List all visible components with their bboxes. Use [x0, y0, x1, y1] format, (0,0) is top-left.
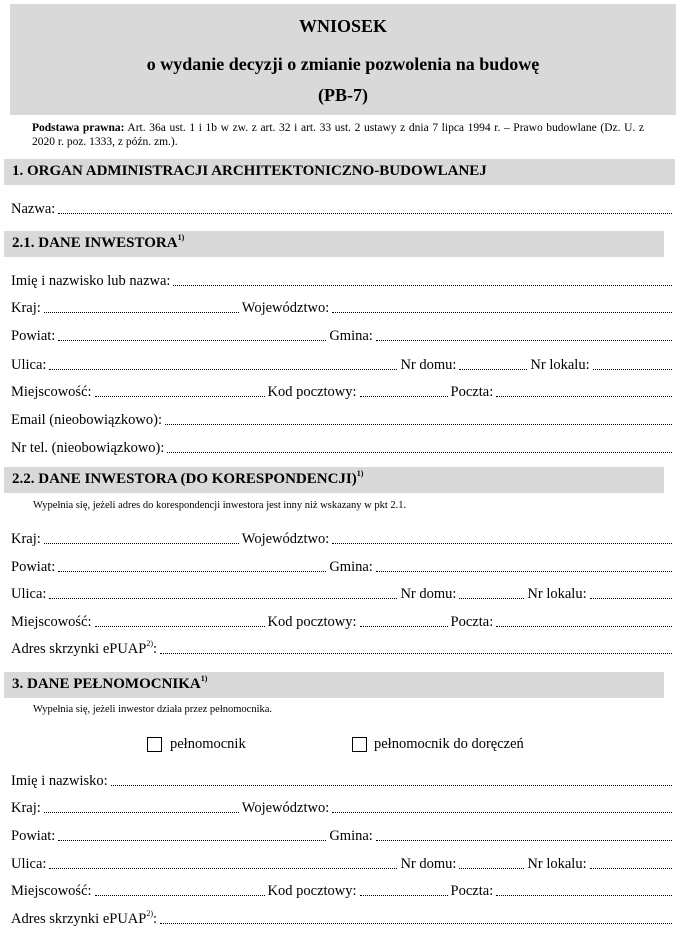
poczta-input[interactable]: [496, 895, 672, 896]
ulica-input[interactable]: [49, 598, 397, 599]
field-epuap: Adres skrzynki ePUAP$^{2)}$:: [11, 638, 672, 658]
kod-pocztowy-input[interactable]: [360, 396, 448, 397]
gmina-input[interactable]: [376, 340, 672, 341]
field-imie: Imię i nazwisko:: [11, 770, 672, 790]
poczta-input[interactable]: [496, 396, 672, 397]
field-epuap: Adres skrzynki ePUAP$^{2)}$:: [11, 908, 672, 928]
wojewodztwo-input[interactable]: [332, 543, 672, 544]
section-investor-correspondence: 2.2. DANE INWESTORA (DO KORESPONDENCJI)$^{1)}$: [4, 467, 664, 493]
nr-lokalu-input[interactable]: [590, 868, 672, 869]
form-title-band: [10, 4, 676, 115]
ulica-input[interactable]: [49, 369, 397, 370]
kraj-input[interactable]: [44, 543, 239, 544]
nr-domu-input[interactable]: [459, 868, 524, 869]
nr-domu-input[interactable]: [459, 369, 527, 370]
kod-pocztowy-input[interactable]: [360, 895, 448, 896]
field-email: Email (nieobowiązkowo):: [11, 409, 672, 429]
field-kraj-woj: Kraj: Województwo:: [11, 528, 672, 548]
field-ulica: Ulica: Nr domu: Nr lokalu:: [11, 354, 672, 374]
field-miejscowosc: Miejscowość: Kod pocztowy: Poczta:: [11, 880, 672, 900]
wojewodztwo-input[interactable]: [332, 812, 672, 813]
field-kraj-woj: Kraj: Województwo:: [11, 797, 672, 817]
section-title: 1. ORGAN ADMINISTRACJI ARCHITEKTONICZNO-BUDOWLANEJ: [12, 163, 487, 179]
legal-basis-text: Art. 36a ust. 1 i 1b w zw. z art. 32 i art. 33 ust. 2 ustawy z dnia 7 lipca 1994 r. – Prawo budowlane (Dz. U. z 2020 r. poz. 1333, z późn. zm.).: [32, 122, 645, 148]
field-miejscowosc: Miejscowość: Kod pocztowy: Poczta:: [11, 381, 672, 401]
imie-input[interactable]: [111, 785, 672, 786]
kraj-input[interactable]: [44, 312, 239, 313]
section-note: Wypełnia się, jeżeli inwestor działa przez pełnomocnika.: [33, 704, 273, 715]
gmina-input[interactable]: [376, 840, 672, 841]
epuap-input[interactable]: [160, 653, 672, 654]
field-ulica: Ulica: Nr domu: Nr lokalu:: [11, 853, 672, 873]
field-nazwa: Nazwa:: [11, 198, 672, 218]
legal-basis: [32, 121, 644, 149]
field-powiat-gmina: Powiat: Gmina:: [11, 556, 672, 576]
field-powiat-gmina: Powiat: Gmina:: [11, 325, 672, 345]
nr-lokalu-input[interactable]: [590, 598, 672, 599]
powiat-input[interactable]: [58, 840, 326, 841]
powiat-input[interactable]: [58, 340, 326, 341]
section-proxy: 3. DANE PEŁNOMOCNIKA$^{1)}$: [4, 672, 664, 698]
gmina-input[interactable]: [376, 571, 672, 572]
field-ulica: Ulica: Nr domu: Nr lokalu:: [11, 583, 672, 603]
kod-pocztowy-input[interactable]: [360, 626, 448, 627]
checkbox-pelnomocnik[interactable]: [147, 737, 162, 752]
section-note: Wypełnia się, jeżeli adres do korespondencji inwestora jest inny niż wskazany w pkt 2.1.: [33, 500, 407, 511]
nr-lokalu-input[interactable]: [593, 369, 672, 370]
field-tel: Nr tel. (nieobowiązkowo):: [11, 437, 672, 457]
checkbox-pelnomocnik-label: pełnomocnik: [170, 736, 246, 752]
miejscowosc-input[interactable]: [95, 396, 265, 397]
proxy-type-options: [0, 734, 681, 756]
section-title: 2.2. DANE INWESTORA (DO KORESPONDENCJI): [12, 471, 357, 487]
field-imie-nazwa: Imię i nazwisko lub nazwa:: [11, 270, 672, 290]
poczta-input[interactable]: [496, 626, 672, 627]
ulica-input[interactable]: [49, 868, 397, 869]
nazwa-input[interactable]: [58, 213, 672, 214]
form-title: WNIOSEK: [298, 16, 388, 36]
field-miejscowosc: Miejscowość: Kod pocztowy: Poczta:: [11, 611, 672, 631]
powiat-input[interactable]: [58, 571, 326, 572]
miejscowosc-input[interactable]: [95, 626, 265, 627]
imie-nazwa-input[interactable]: [173, 285, 672, 286]
kraj-input[interactable]: [44, 812, 239, 813]
tel-input[interactable]: [167, 452, 672, 453]
checkbox-pelnomocnik-doreczen[interactable]: [352, 737, 367, 752]
section-title: 2.1. DANE INWESTORA: [12, 235, 178, 251]
email-input[interactable]: [165, 424, 672, 425]
section-investor: 2.1. DANE INWESTORA$^{1)}$: [4, 231, 664, 257]
miejscowosc-input[interactable]: [95, 895, 265, 896]
wojewodztwo-input[interactable]: [332, 312, 672, 313]
legal-basis-label: Podstawa prawna:: [32, 122, 125, 134]
form-subtitle: o wydanie decyzji o zmianie pozwolenia na budowę: [146, 54, 540, 74]
form-code: (PB-7): [318, 85, 368, 105]
section-title: 3. DANE PEŁNOMOCNIKA: [12, 676, 201, 692]
field-powiat-gmina: Powiat: Gmina:: [11, 825, 672, 845]
nr-domu-input[interactable]: [459, 598, 524, 599]
epuap-input[interactable]: [160, 923, 672, 924]
section-organ: [4, 159, 675, 185]
checkbox-pelnomocnik-doreczen-label: pełnomocnik do doręczeń: [374, 736, 524, 752]
field-kraj-woj: Kraj: Województwo:: [11, 297, 672, 317]
